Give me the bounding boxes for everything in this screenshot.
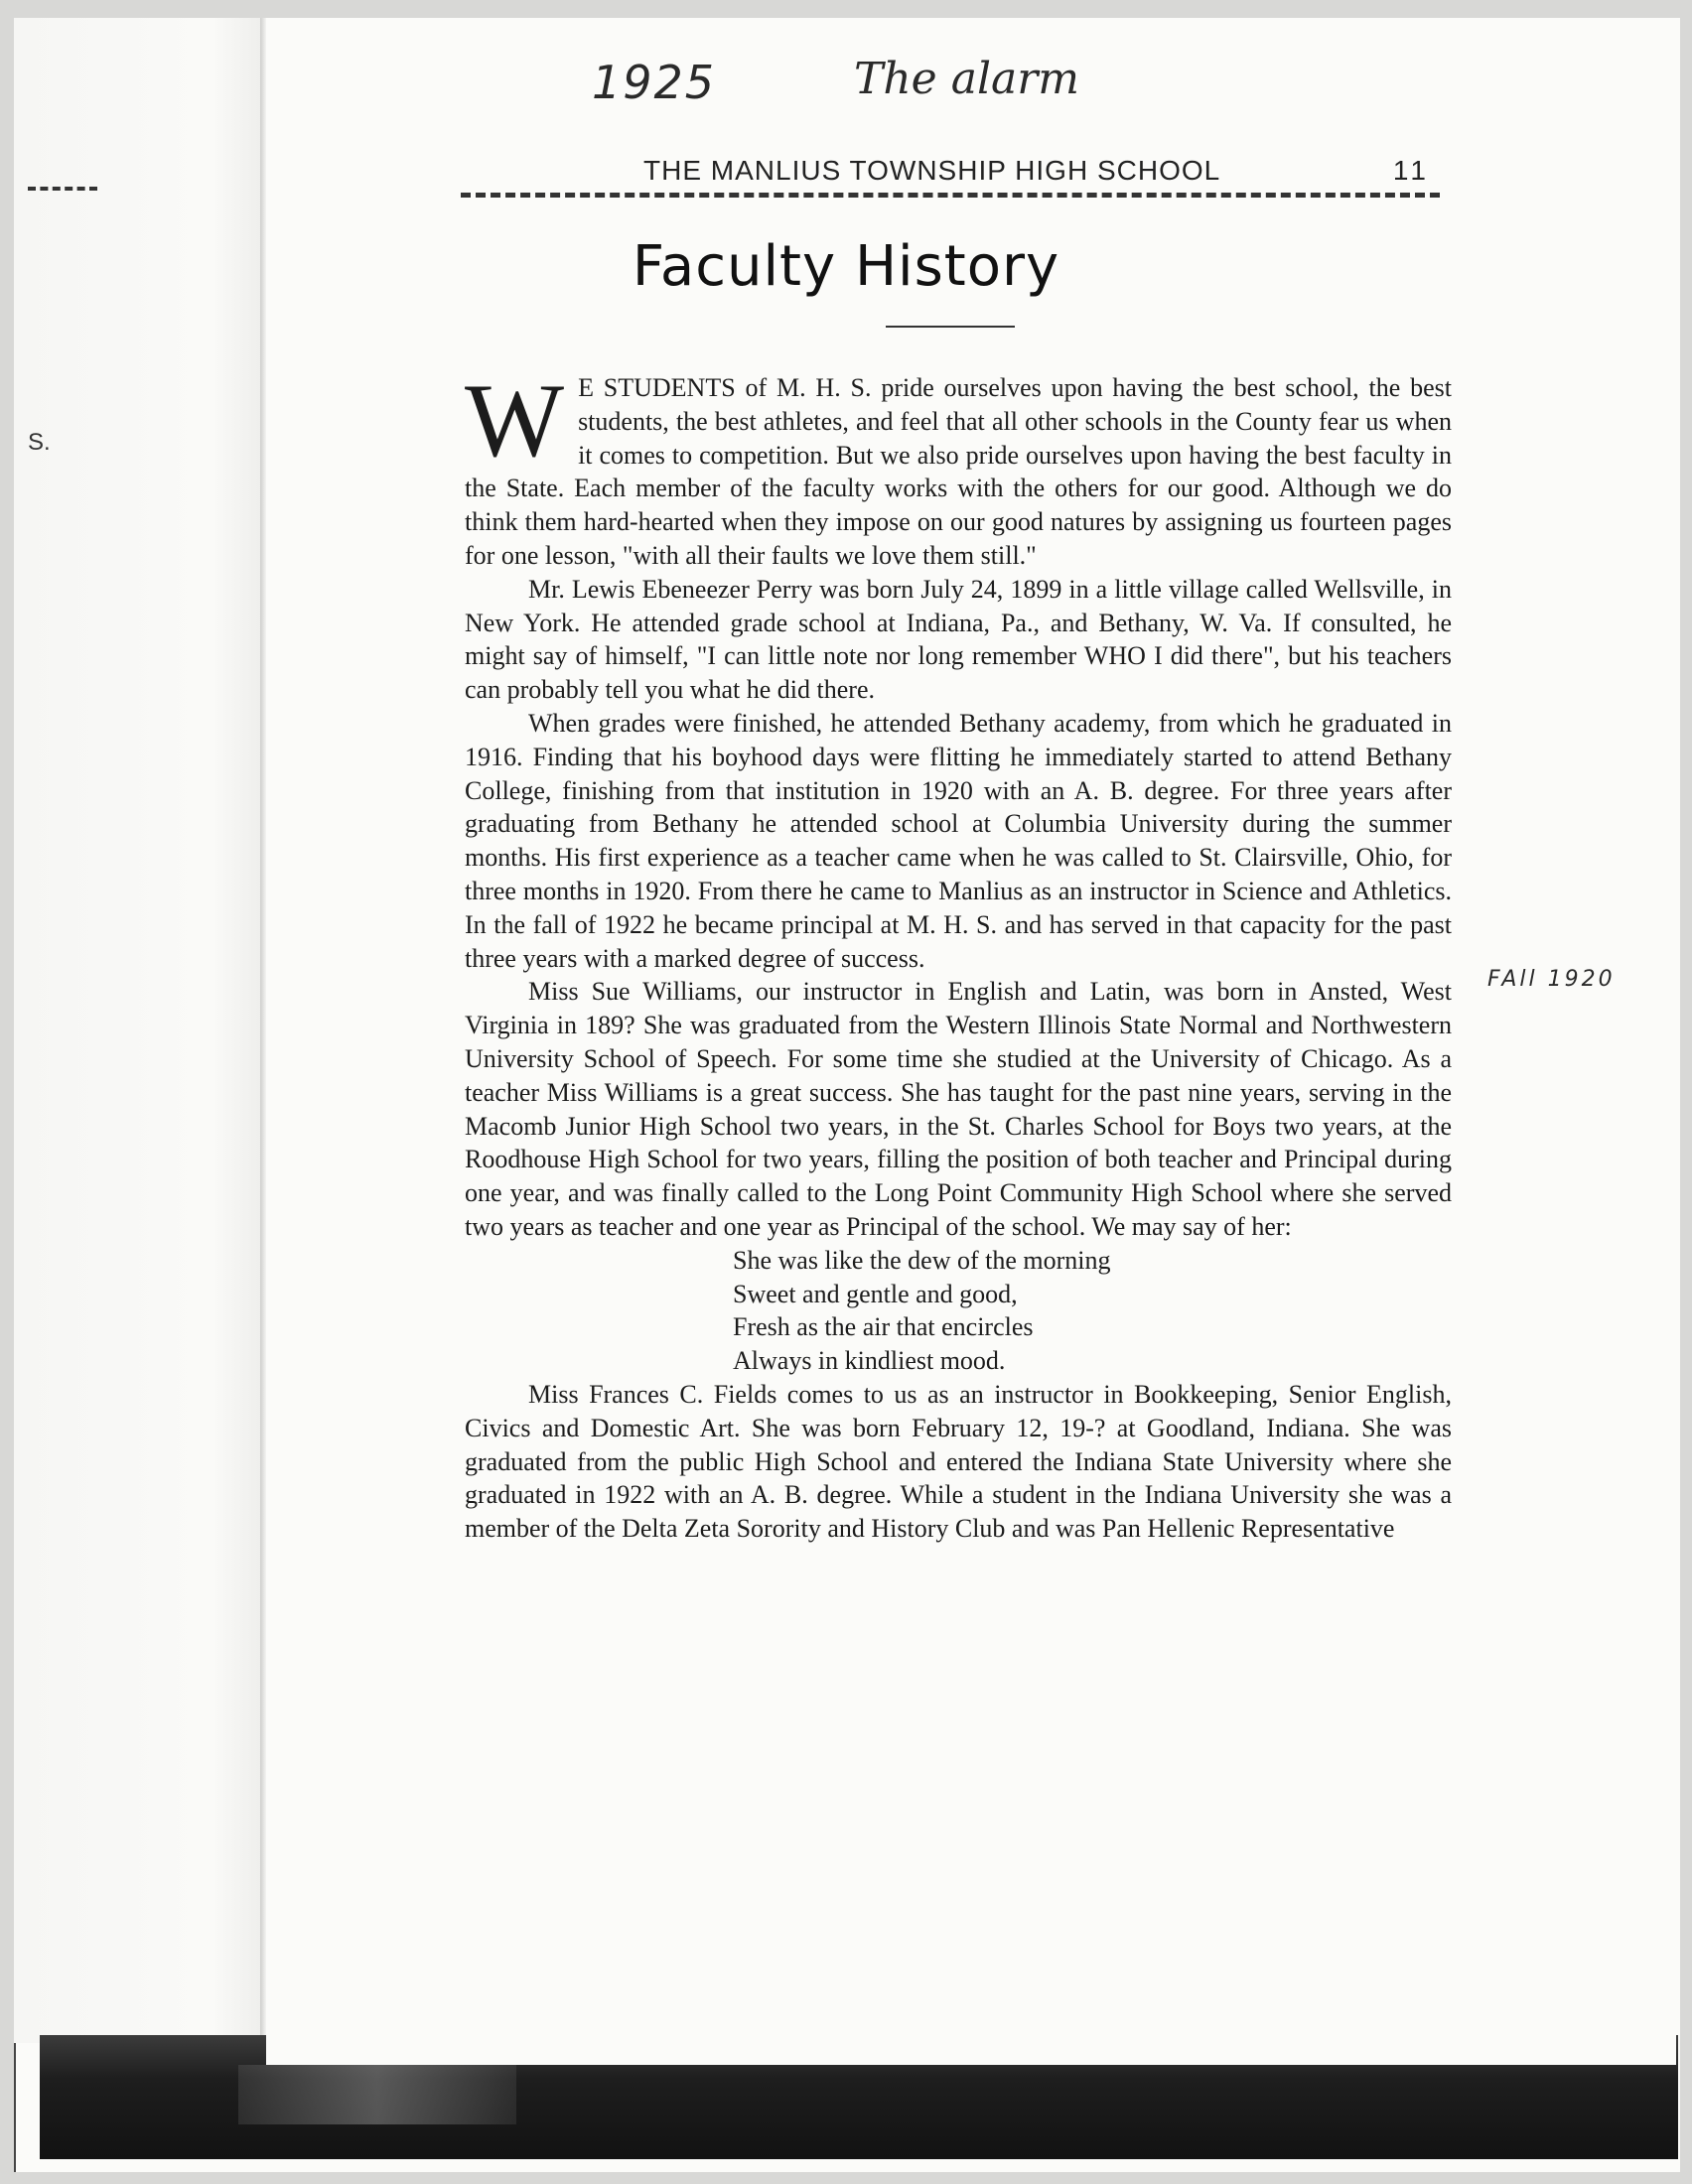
previous-page-edge [14,18,262,2043]
school-name: THE MANLIUS TOWNSHIP HIGH SCHOOL [643,155,1221,186]
verse [733,1244,1452,1378]
drop-cap: W [465,362,565,478]
page-fold [260,18,266,2043]
previous-page-rule [28,187,97,191]
verse-line: She was like the dew of the morning [733,1245,1111,1275]
paragraph-perry-career: When grades were finished, he attended Bethany academy, from which he graduated in 1916. Finding that his boyhood days were flitting he immediately started to attend Bethany College, finishing from that institution in 1920 with an A. B. degree. For three years after graduating from Bethany he attended school at Columbia University during the summer months. His first experience as a teacher came when he was called to St. Clairsville, Ohio, for three months in 1920. From there he came to Manlius as an instructor in Science and Athletics. In the fall of 1922 he became principal at M. H. S. and has served in that capacity for the past three years with a marked degree of success. [465,708,1452,973]
title-underline [886,326,1015,328]
paragraph-williams: Miss Sue Williams, our instructor in English and Latin, was born in Ansted, West Virginia in 189? She was graduated from the Western Illinois State Normal and Northwestern University School of Speech. For some time she studied at the University of Chicago. As a teacher Miss Williams is a great success. She has taught for the past nine years, serving in the Macomb Junior High School two years, in the St. Charles School for Boys two years, at the Roodhouse High School for two years, filling the position of both teacher and Principal during one year, and was finally called to the Long Point Community High School where she served two years as teacher and one year as Principal of the school. We may say of her: [465,977,1452,1241]
handwritten-publication: The alarm [854,54,1080,104]
handwritten-margin-note: FAll 1920 [1487,967,1616,992]
paragraph-intro-text: E STUDENTS of M. H. S. pride ourselves upon having the best school, the best students, the best athletes, and feel that all other schools in the County fear us when it comes to competition. But we also pride ourselves upon having the best faculty in the State. Each member of the faculty works with the others for our good. Although we do think them hard-hearted when they impose on our good natures by assigning us fourteen pages for one lesson, "with all their faults we love them still." [465,373,1452,570]
header-rule [461,193,1440,198]
article-body [465,362,1452,1546]
page-number: 11 [1392,155,1430,186]
verse-line: Always in kindliest mood. [733,1346,1006,1376]
verse-line: Fresh as the air that encircles [733,1312,1034,1342]
previous-page-fragment: S. [28,429,51,456]
page-bottom-edge [266,2035,1676,2065]
page-title: Faculty History [632,234,1060,299]
verse-line: Sweet and gentle and good, [733,1279,1018,1308]
scan-reflection [238,2065,516,2124]
paragraph-intro [465,362,1452,573]
paragraph-fields: Miss Frances C. Fields comes to us as an instructor in Bookkeeping, Senior English, Civics and Domestic Art. She was born February 12, 19-? at Goodland, Indiana. She was graduated from the public High School and entered the Indiana State University where she graduated in 1922 with an A. B. degree. While a student in the Indiana University she was a member of the Delta Zeta Sorority and History Club and was Pan Hellenic Representative [465,1379,1452,1544]
paragraph-perry-birth: Mr. Lewis Ebeneezer Perry was born July 24, 1899 in a little village called Wellsville, in New York. He attended grade school at Indiana, Pa., and Bethany, W. Va. If consulted, he might say of himself, "I can little note nor long remember WHO I did there", but his teachers can probably tell you what he did there. [465,574,1452,705]
handwritten-year: 1925 [592,56,717,109]
running-header [465,155,1438,189]
